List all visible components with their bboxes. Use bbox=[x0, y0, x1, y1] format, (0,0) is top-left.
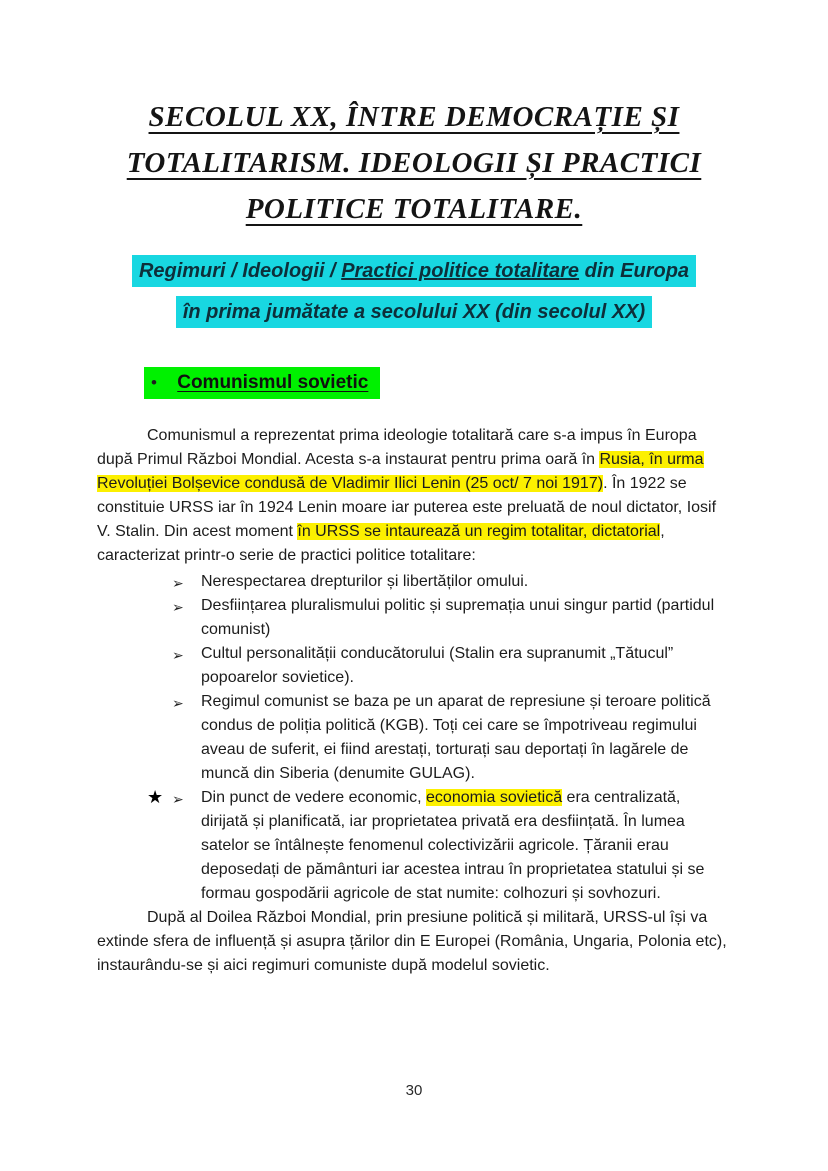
section-heading-label: Comunismul sovietic bbox=[177, 372, 369, 393]
arrow-bullet-icon: ➢ bbox=[172, 576, 184, 592]
text-segment: Comunismul a reprezentat prima ideologie totalitară care s-a impus în Europa după Primul Război Mondial. Acesta s-a instaurat pentru prima oară în bbox=[97, 427, 697, 468]
arrow-bullet-icon: ➢ bbox=[172, 792, 184, 808]
list-item bbox=[172, 570, 731, 594]
text-segment: . În 1922 se constituie URSS iar în 1924 Lenin moare iar puterea este preluată de noul dictator, Iosif V. Stalin. Din acest moment bbox=[97, 475, 717, 540]
arrow-bullet-icon: ➢ bbox=[172, 696, 184, 712]
text-segment: în prima jumătate a secolului XX (din secolul XX) bbox=[182, 301, 646, 323]
totalitarian-practices-list bbox=[97, 570, 731, 906]
text-segment: Desființarea pluralismului politic și supremația unui singur partid (partidul comunist) bbox=[201, 597, 715, 638]
title-line-1: SECOLUL XX, ÎNTRE DEMOCRAȚIE ȘI bbox=[148, 101, 680, 133]
arrow-bullet-icon: ➢ bbox=[172, 600, 184, 616]
subtitle-line-1 bbox=[97, 258, 731, 284]
arrow-bullet-icon: ➢ bbox=[172, 648, 184, 664]
text-segment: Cultul personalității conducătorului (Stalin era supranumit „Tătucul” popoarelor sovietice). bbox=[201, 645, 674, 686]
text-segment: După al Doilea Război Mondial, prin presiune politică și militară, URSS-ul își va extinde sfera de influență și asupra țărilor din E Europei (România, Ungaria, Polonia etc), instaurându-se și aici regimuri comuniste după modelul sovietic. bbox=[97, 909, 727, 974]
page-number: 30 bbox=[405, 1082, 423, 1099]
text-segment: Regimul comunist se baza pe un aparat de represiune și teroare politică condus de poliția politică (KGB). Toți cei care se împotriveau regimului aveau de suferit, ei fiind arestați, torturați sau deportați în lagărele de muncă din Siberia (denumite GULAG). bbox=[201, 693, 711, 782]
highlighted-text: economia sovietică bbox=[426, 789, 563, 806]
list-item-text bbox=[201, 597, 714, 638]
document-title bbox=[97, 94, 731, 232]
text-segment: Nerespectarea drepturilor și libertăților omului. bbox=[201, 573, 529, 590]
paragraph-closing bbox=[97, 906, 731, 978]
title-line-2: TOTALITARISM. IDEOLOGII ȘI PRACTICI bbox=[126, 147, 702, 179]
subtitle bbox=[97, 258, 731, 325]
list-item-text bbox=[201, 645, 673, 686]
green-highlight bbox=[144, 367, 380, 399]
text-segment: , caracterizat printr-o serie de practici politice totalitare: bbox=[97, 523, 665, 564]
paragraph-intro bbox=[97, 424, 731, 568]
list-item-text bbox=[201, 693, 711, 782]
text-segment: era centralizată, dirijată și planificată, iar proprietatea privată era desființată. În lumea satelor se întâlnește fenomenul colectivizării agricole. Țăranii erau deposedați de pământuri iar acestea intrau în proprietatea statului și se formau gospodării agricole de stat numite: colhozuri și sovhozuri. bbox=[201, 789, 705, 902]
cyan-highlight bbox=[176, 296, 652, 328]
list-item bbox=[147, 786, 731, 906]
cyan-highlight bbox=[132, 255, 696, 287]
list-item bbox=[172, 594, 731, 642]
highlighted-text: Rusia, în urma Revoluției Bolșevice condusă de Vladimir Ilici Lenin (25 oct/ 7 noi 1917) bbox=[97, 451, 704, 492]
list-item bbox=[172, 690, 731, 786]
list-item bbox=[172, 642, 731, 690]
text-segment: Practici politice totalitare bbox=[341, 260, 580, 282]
title-line-3: POLITICE TOTALITARE. bbox=[245, 193, 583, 225]
list-item-text bbox=[201, 573, 528, 590]
star-icon: ★ bbox=[147, 787, 164, 808]
text-segment: Din punct de vedere economic, bbox=[201, 789, 427, 806]
highlighted-text: în URSS se intaurează un regim totalitar, dictatorial bbox=[297, 523, 661, 540]
list-item-text bbox=[201, 789, 704, 902]
text-segment: Regimuri / Ideologii / bbox=[138, 260, 342, 282]
section-heading-comunismul-sovietic bbox=[97, 367, 731, 399]
text-segment: din Europa bbox=[579, 260, 690, 282]
bullet-dot-icon: • bbox=[151, 373, 157, 392]
subtitle-line-2 bbox=[97, 299, 731, 325]
